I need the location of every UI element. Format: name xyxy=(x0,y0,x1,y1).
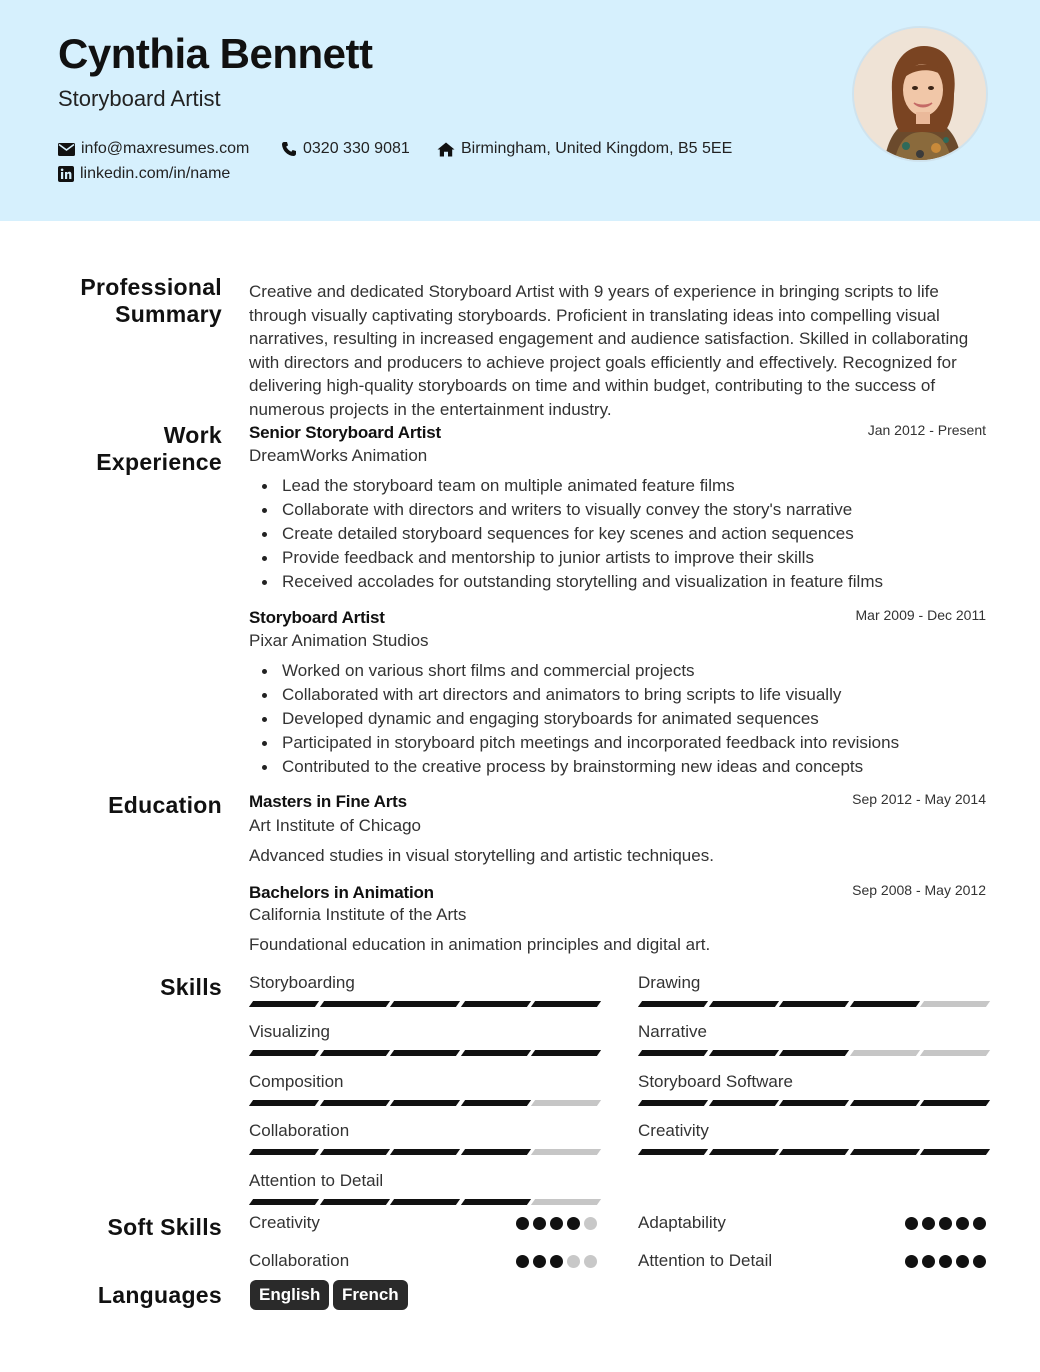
candidate-name: Cynthia Bennett xyxy=(58,30,373,77)
skill-level-segment xyxy=(920,1001,990,1007)
rating-dot xyxy=(516,1255,529,1268)
rating-dot xyxy=(550,1217,563,1230)
skill-name: Creativity xyxy=(638,1121,709,1140)
skill-level-segment xyxy=(779,1050,849,1056)
job-dates: Jan 2012 - Present xyxy=(867,422,986,438)
job-company: Pixar Animation Studios xyxy=(249,631,429,650)
skill-name: Attention to Detail xyxy=(249,1171,384,1190)
rating-dot xyxy=(922,1255,935,1268)
skill-level-segment xyxy=(920,1149,990,1155)
section-title-languages: Languages xyxy=(97,1282,222,1308)
section-title-work-line1: Work xyxy=(163,422,222,448)
skill-level-bar xyxy=(640,1001,988,1007)
skill-name: Storyboarding xyxy=(249,973,355,992)
skill-name: Storyboard Software xyxy=(638,1072,793,1091)
candidate-role: Storyboard Artist xyxy=(58,86,221,111)
rating-dot xyxy=(516,1217,529,1230)
job-title: Senior Storyboard Artist xyxy=(249,423,441,442)
rating-dot xyxy=(533,1255,546,1268)
skill-level-segment xyxy=(319,1050,389,1056)
rating-dot xyxy=(973,1255,986,1268)
skill-level-segment xyxy=(779,1149,849,1155)
soft-skill-rating xyxy=(516,1255,597,1268)
soft-skill-name: Attention to Detail xyxy=(638,1251,773,1270)
skill-level-bar xyxy=(640,1149,988,1155)
skill-level-segment xyxy=(461,1100,531,1106)
rating-dot xyxy=(567,1255,580,1268)
skill-level-segment xyxy=(638,1100,708,1106)
job-bullet: Developed dynamic and engaging storyboards for animated sequences xyxy=(249,707,987,731)
degree-description: Advanced studies in visual storytelling and artistic techniques. xyxy=(249,846,714,865)
section-title-work-line2: Experience xyxy=(96,449,222,475)
skill-level-segment xyxy=(531,1050,601,1056)
skill-level-bar xyxy=(251,1050,599,1056)
soft-skill-name: Collaboration xyxy=(249,1251,350,1270)
home-icon xyxy=(437,142,455,157)
contact-email[interactable] xyxy=(58,140,249,158)
skill-level-segment xyxy=(319,1149,389,1155)
degree-dates: Sep 2012 - May 2014 xyxy=(852,791,986,807)
skill-level-segment xyxy=(249,1100,319,1106)
job-bullet: Contributed to the creative process by brainstorming new ideas and concepts xyxy=(249,755,987,779)
profile-photo xyxy=(852,26,988,162)
language-tag: English xyxy=(250,1280,329,1310)
section-title-education: Education xyxy=(108,792,222,818)
skill-level-segment xyxy=(708,1149,778,1155)
skill-name: Drawing xyxy=(638,973,701,992)
skill-level-segment xyxy=(850,1149,920,1155)
job-bullet: Collaborate with directors and writers to visually convey the story's narrative xyxy=(249,498,987,522)
job-bullet: Received accolades for outstanding storytelling and visualization in feature films xyxy=(249,570,987,594)
phone-text: 0320 330 9081 xyxy=(303,140,410,157)
degree-description: Foundational education in animation principles and digital art. xyxy=(249,935,711,954)
job-bullet: Provide feedback and mentorship to junior artists to improve their skills xyxy=(249,546,987,570)
skill-level-segment xyxy=(390,1100,460,1106)
contact-phone[interactable] xyxy=(281,140,410,158)
language-tag: French xyxy=(333,1280,408,1310)
skill-level-segment xyxy=(319,1001,389,1007)
skill-level-segment xyxy=(920,1050,990,1056)
skill-level-bar xyxy=(251,1001,599,1007)
job-bullet: Collaborated with art directors and animators to bring scripts to life visually xyxy=(249,683,987,707)
skill-level-segment xyxy=(249,1050,319,1056)
job-bullets xyxy=(249,659,987,779)
soft-skill-rating xyxy=(905,1255,986,1268)
rating-dot xyxy=(584,1217,597,1230)
rating-dot xyxy=(922,1217,935,1230)
section-title-skills: Skills xyxy=(160,974,222,1000)
skill-level-segment xyxy=(390,1149,460,1155)
skill-level-segment xyxy=(779,1001,849,1007)
job-bullet: Create detailed storyboard sequences for key scenes and action sequences xyxy=(249,522,987,546)
job-bullet: Worked on various short films and commercial projects xyxy=(249,659,987,683)
skill-level-segment xyxy=(319,1199,389,1205)
section-title-soft-skills: Soft Skills xyxy=(107,1214,222,1240)
linkedin-icon xyxy=(58,166,74,182)
skill-name: Visualizing xyxy=(249,1022,330,1041)
skill-level-bar xyxy=(251,1199,599,1205)
envelope-icon xyxy=(58,143,75,156)
skill-level-segment xyxy=(249,1001,319,1007)
skill-level-segment xyxy=(531,1100,601,1106)
phone-icon xyxy=(281,141,297,157)
contact-address xyxy=(437,140,732,158)
rating-dot xyxy=(905,1255,918,1268)
skill-level-segment xyxy=(708,1100,778,1106)
soft-skill-rating xyxy=(905,1217,986,1230)
skill-level-segment xyxy=(708,1001,778,1007)
job-title: Storyboard Artist xyxy=(249,608,385,627)
resume-header xyxy=(0,0,1040,221)
skill-level-segment xyxy=(850,1001,920,1007)
skill-level-segment xyxy=(461,1050,531,1056)
section-title-work xyxy=(0,422,222,476)
rating-dot xyxy=(956,1255,969,1268)
summary-paragraph: Creative and dedicated Storyboard Artist with 9 years of experience in bringing scripts to life through visually captivating storyboards. Proficient in translating ideas into compelling visual narratives, resulting in increased engagement and audience satisfaction. Skilled in collaborating with directors and producers to achieve project goals efficiently and effectively. Recognized for delivering high-quality storyboards on time and within budget, contributing to the success of numerous projects in the entertainment industry. xyxy=(249,282,969,419)
rating-dot xyxy=(973,1217,986,1230)
degree-title: Bachelors in Animation xyxy=(249,883,434,902)
rating-dot xyxy=(533,1217,546,1230)
skill-level-segment xyxy=(638,1001,708,1007)
skill-name: Composition xyxy=(249,1072,344,1091)
address-text: Birmingham, United Kingdom, B5 5EE xyxy=(461,140,733,157)
skill-level-segment xyxy=(461,1149,531,1155)
rating-dot xyxy=(939,1255,952,1268)
skill-level-segment xyxy=(531,1199,601,1205)
section-title-summary-line1: Professional xyxy=(80,274,222,300)
skill-level-segment xyxy=(249,1149,319,1155)
skill-level-segment xyxy=(390,1050,460,1056)
skill-level-segment xyxy=(461,1199,531,1205)
skill-level-segment xyxy=(779,1100,849,1106)
email-text: info@maxresumes.com xyxy=(81,140,250,157)
rating-dot xyxy=(956,1217,969,1230)
contact-linkedin[interactable] xyxy=(58,165,230,183)
degree-title: Masters in Fine Arts xyxy=(249,792,407,811)
job-bullets xyxy=(249,474,987,594)
skill-level-bar xyxy=(251,1100,599,1106)
rating-dot xyxy=(584,1255,597,1268)
skill-level-segment xyxy=(461,1001,531,1007)
skill-level-segment xyxy=(390,1199,460,1205)
section-title-summary-line2: Summary xyxy=(115,301,222,327)
skill-level-segment xyxy=(531,1149,601,1155)
rating-dot xyxy=(567,1217,580,1230)
job-dates: Mar 2009 - Dec 2011 xyxy=(855,607,986,623)
soft-skill-rating xyxy=(516,1217,597,1230)
rating-dot xyxy=(550,1255,563,1268)
soft-skill-name: Creativity xyxy=(249,1213,320,1232)
rating-dot xyxy=(939,1217,952,1230)
skill-level-bar xyxy=(640,1100,988,1106)
skill-level-segment xyxy=(920,1100,990,1106)
skill-name: Collaboration xyxy=(249,1121,350,1140)
skill-level-segment xyxy=(249,1199,319,1205)
skill-level-segment xyxy=(850,1050,920,1056)
job-bullet: Lead the storyboard team on multiple animated feature films xyxy=(249,474,987,498)
school-name: California Institute of the Arts xyxy=(249,905,467,924)
section-title-summary xyxy=(0,274,222,328)
skill-level-segment xyxy=(531,1001,601,1007)
skill-level-segment xyxy=(638,1050,708,1056)
soft-skill-name: Adaptability xyxy=(638,1213,726,1232)
job-company: DreamWorks Animation xyxy=(249,446,428,465)
skill-level-segment xyxy=(390,1001,460,1007)
skill-level-segment xyxy=(708,1050,778,1056)
degree-dates: Sep 2008 - May 2012 xyxy=(852,882,986,898)
skill-level-bar xyxy=(251,1149,599,1155)
skill-level-segment xyxy=(638,1149,708,1155)
linkedin-text: linkedin.com/in/name xyxy=(80,165,231,182)
rating-dot xyxy=(905,1217,918,1230)
skill-level-bar xyxy=(640,1050,988,1056)
skill-name: Narrative xyxy=(638,1022,707,1041)
school-name: Art Institute of Chicago xyxy=(249,816,421,835)
skill-level-segment xyxy=(850,1100,920,1106)
skill-level-segment xyxy=(319,1100,389,1106)
job-bullet: Participated in storyboard pitch meetings and incorporated feedback into revisions xyxy=(249,731,987,755)
